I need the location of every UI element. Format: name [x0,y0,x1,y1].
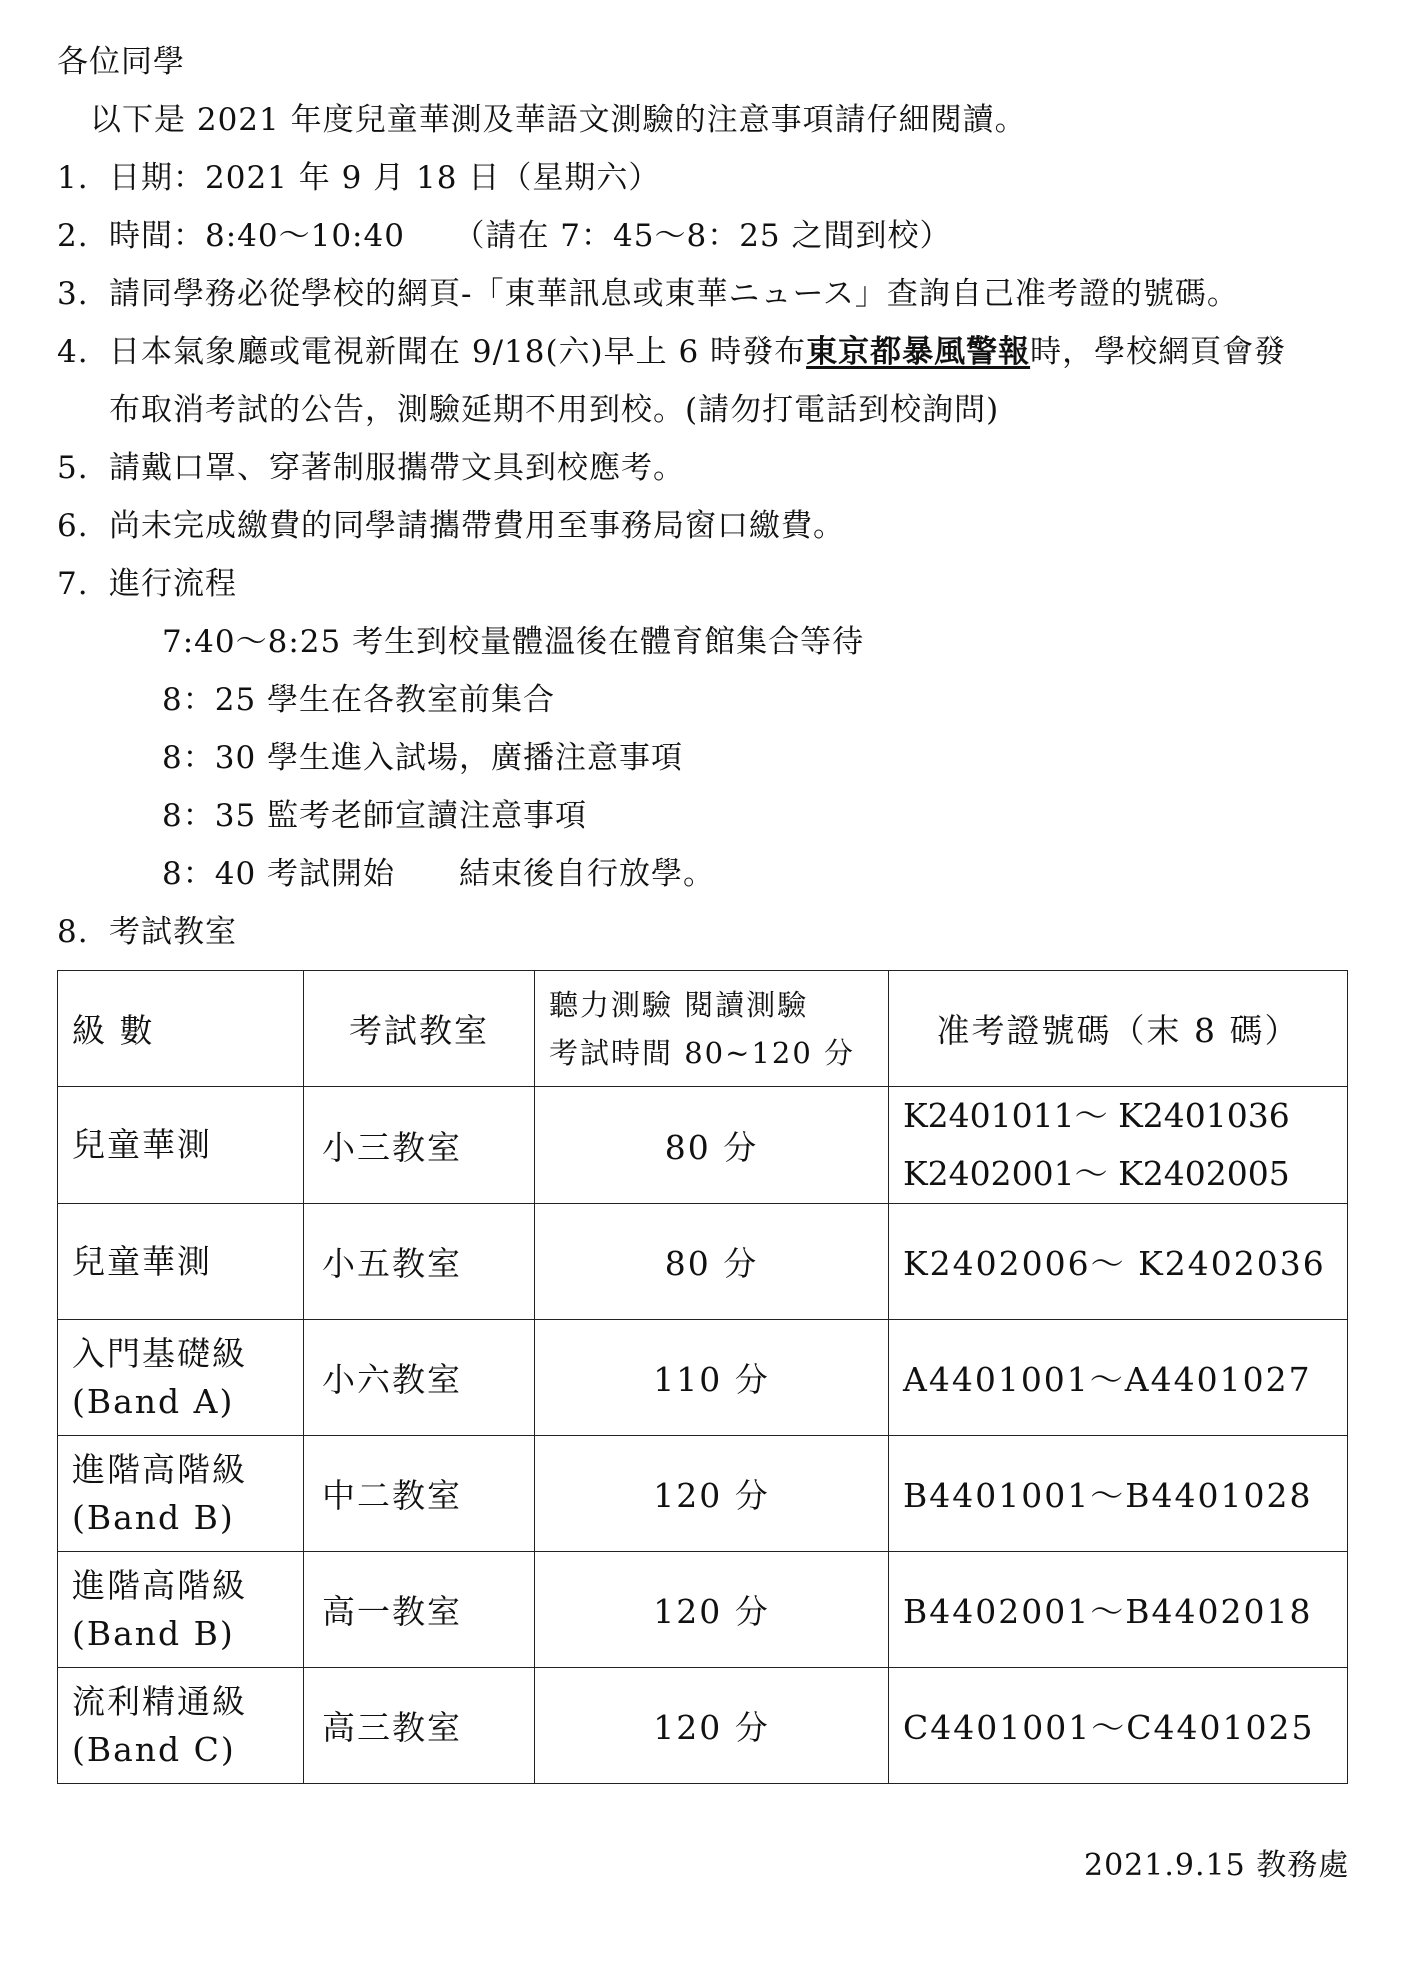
cell-ids: C4401001～C4401025 [889,1668,1348,1784]
table-row [58,1552,1348,1668]
header-time [535,971,889,1087]
id-range: K2402001～ K2402005 [903,1154,1290,1193]
cell-ids [889,1087,1348,1204]
intro-text: 以下是 2021 年度兒童華測及華語文測驗的注意事項請仔細閱讀。 [90,102,1027,138]
cell-time: 120 分 [535,1436,889,1552]
header-ids: 准考證號碼（末 8 碼） [889,971,1348,1087]
item-storm-warning [57,332,1286,372]
cell-level [58,1204,304,1320]
item-mask [57,448,685,488]
item-number: 4. [57,334,89,370]
level-name: 進階高階級 [72,1449,247,1489]
item-number: 6. [57,508,89,544]
level-name: 入門基礎級 [72,1333,247,1373]
item-text: 日期：2021 年 9 月 18 日（星期六） [109,160,661,196]
item-number: 8. [57,914,89,950]
item-text: 日本氣象廳或電視新聞在 9/18(六)早上 6 時發布 [109,334,807,370]
header-time-line: 考試時間 80~120 分 [549,1035,855,1070]
schedule-line: 7:40～8:25 考生到校量體溫後在體育館集合等待 [162,624,865,660]
item-text: 請同學務必從學校的網頁-「東華訊息或東華ニュース」查詢自己准考證的號碼。 [109,276,1239,312]
item-number: 3. [57,276,89,312]
cell-time: 80 分 [535,1087,889,1204]
item-text: 進行流程 [109,566,237,602]
item-text: 尚未完成繳費的同學請攜帶費用至事務局窗口繳費。 [109,508,845,544]
cell-level [58,1436,304,1552]
level-band: (Band B) [72,1613,235,1653]
table-row [58,1087,1348,1204]
level-name: 兒童華測 [72,1241,212,1281]
cell-ids: K2402006～ K2402036 [889,1204,1348,1320]
table-row [58,1436,1348,1552]
item-number: 5. [57,450,89,486]
cell-level [58,1320,304,1436]
table-row [58,1204,1348,1320]
item-time [57,216,952,256]
cell-room: 小六教室 [304,1320,535,1436]
item-date [57,158,660,198]
item-rooms [57,912,237,952]
cell-time: 120 分 [535,1668,889,1784]
greeting: 各位同學 [57,44,185,80]
table-row [58,1668,1348,1784]
item-storm-warning-cont: 布取消考試的公告，測驗延期不用到校。(請勿打電話到校詢問) [109,392,1000,428]
exam-room-table [57,970,1348,1784]
cell-ids: B4401001～B4401028 [889,1436,1348,1552]
cell-time: 120 分 [535,1552,889,1668]
footer-date-office: 2021.9.15 教務處 [1084,1848,1350,1883]
cell-room: 中二教室 [304,1436,535,1552]
cell-room: 高一教室 [304,1552,535,1668]
level-band: (Band A) [72,1381,235,1421]
item-number: 1. [57,160,89,196]
cell-room: 小五教室 [304,1204,535,1320]
level-name: 兒童華測 [72,1125,212,1164]
level-band: (Band C) [72,1729,236,1769]
level-band: (Band B) [72,1497,235,1537]
cell-time: 110 分 [535,1320,889,1436]
table-header-row [58,971,1348,1087]
item-number: 7. [57,566,89,602]
cell-level [58,1668,304,1784]
header-level: 級 數 [58,971,304,1087]
cell-ids: B4402001～B4402018 [889,1552,1348,1668]
schedule-line: 8：30 學生進入試場，廣播注意事項 [162,740,684,776]
item-text: 時間：8:40～10:40 （請在 7：45～8：25 之間到校） [109,218,952,254]
schedule-line: 8：25 學生在各教室前集合 [162,682,556,718]
cell-room: 小三教室 [304,1087,535,1204]
header-time-line: 聽力測驗 閱讀測驗 [549,987,809,1022]
level-name: 進階高階級 [72,1565,247,1605]
item-text: 請戴口罩、穿著制服攜帶文具到校應考。 [109,450,685,486]
item-fee [57,506,845,546]
schedule-line: 8：35 監考老師宣讀注意事項 [162,798,588,834]
item-number: 2. [57,218,89,254]
item-text: 時，學校網頁會發 [1030,334,1287,370]
cell-time: 80 分 [535,1204,889,1320]
storm-warning-emphasis: 東京都暴風警報 [806,334,1031,370]
table-row [58,1320,1348,1436]
item-procedure [57,564,237,604]
header-room: 考試教室 [304,971,535,1087]
id-range: K2401011～ K2401036 [903,1096,1290,1135]
cell-room: 高三教室 [304,1668,535,1784]
schedule-line: 8：40 考試開始 結束後自行放學。 [162,856,716,892]
cell-level [58,1552,304,1668]
cell-ids: A4401001～A4401027 [889,1320,1348,1436]
cell-level [58,1087,304,1204]
level-name: 流利精通級 [72,1681,247,1721]
item-website [57,274,1239,314]
item-text: 考試教室 [109,914,237,950]
